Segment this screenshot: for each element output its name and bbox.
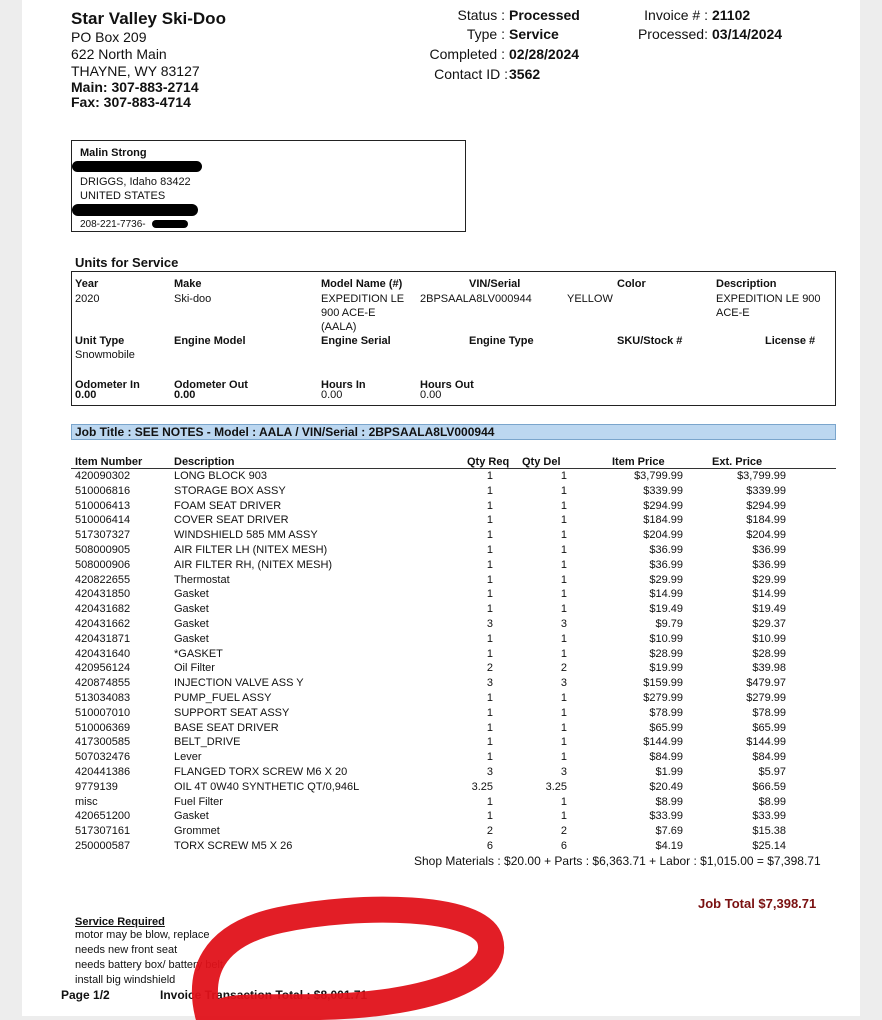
table-row (0, 824, 882, 839)
service-line: needs battery box/ battery belt (75, 959, 223, 971)
odometer-in-header: Odometer In (75, 379, 140, 391)
item-description-cell: AIR FILTER RH, (NITEX MESH) (174, 558, 333, 571)
item-number-cell: 420651200 (75, 810, 131, 823)
table-row (0, 676, 882, 691)
completed-value: 02/28/2024 (509, 46, 580, 62)
item-description-cell: PUMP_FUEL ASSY (174, 691, 272, 704)
color-value: YELLOW (567, 293, 613, 305)
item-number-cell: 420431640 (75, 647, 131, 660)
ext-price-cell: $33.99 (752, 810, 786, 823)
type-label: Type : (466, 26, 505, 42)
customer-country: UNITED STATES (80, 190, 166, 202)
item-description-cell: Gasket (174, 603, 209, 616)
item-description-cell: INJECTION VALVE ASS Y (174, 677, 304, 690)
ext-price-cell: $29.37 (752, 617, 786, 630)
qty-del-cell: 1 (560, 647, 567, 660)
table-row (0, 558, 882, 573)
qty-req-cell: 2 (486, 825, 493, 838)
item-description-cell: *GASKET (174, 647, 223, 660)
table-row (0, 765, 882, 780)
qty-req-cell: 1 (486, 573, 493, 586)
item-description-cell: Thermostat (174, 573, 230, 586)
unit-type-value: Snowmobile (75, 349, 135, 361)
odometer-out-header: Odometer Out (174, 379, 248, 391)
qty-req-cell: 1 (486, 632, 493, 645)
sku-header: SKU/Stock # (617, 335, 683, 347)
invoice-label: Invoice # : (644, 7, 708, 23)
item-description-cell: Gasket (174, 632, 209, 645)
customer-box (71, 140, 466, 232)
item-number-cell: 420090302 (75, 470, 131, 482)
dealer-address-2: 622 North Main (71, 46, 167, 62)
ext-price-cell: $78.99 (752, 706, 786, 719)
qty-del-cell: 1 (560, 810, 567, 823)
qty-req-cell: 1 (486, 795, 493, 808)
item-price-cell: $294.99 (643, 499, 683, 512)
table-row (0, 632, 882, 647)
item-price-cell: $9.79 (655, 617, 683, 630)
qty-del-cell: 1 (560, 603, 567, 616)
customer-city: DRIGGS, Idaho 83422 (80, 176, 191, 188)
item-number-cell: 420431682 (75, 603, 131, 616)
item-number-cell: 420822655 (75, 573, 131, 586)
item-price-cell: $1.99 (655, 765, 683, 778)
item-price-cell: $3,799.99 (634, 470, 683, 482)
qty-del-cell: 1 (560, 588, 567, 601)
table-row (0, 735, 882, 750)
item-description-cell: Oil Filter (174, 662, 215, 675)
hours-out-value: 0.00 (420, 389, 442, 401)
item-price-cell: $36.99 (649, 543, 683, 556)
qty-del-header: Qty Del (522, 456, 561, 468)
item-price-cell: $10.99 (649, 632, 683, 645)
customer-phone: 208-221-7736- (80, 219, 146, 230)
qty-req-header: Qty Req (467, 456, 510, 468)
ext-price-cell: $184.99 (746, 514, 786, 527)
qty-req-cell: 1 (486, 588, 493, 601)
item-description-cell: FOAM SEAT DRIVER (174, 499, 282, 512)
item-description-cell: SUPPORT SEAT ASSY (174, 706, 290, 719)
model-value-line3: (AALA) (321, 321, 357, 333)
hours-in-value: 0.00 (321, 389, 343, 401)
item-number-cell: 508000906 (75, 558, 131, 571)
table-row (0, 513, 882, 528)
item-number-cell: 510006413 (75, 499, 131, 512)
service-line: needs new front seat (75, 944, 178, 956)
item-description-cell: LONG BLOCK 903 (174, 470, 267, 482)
item-description-cell: AIR FILTER LH (NITEX MESH) (174, 543, 328, 556)
ext-price-cell: $479.97 (746, 677, 786, 690)
engine-serial-header: Engine Serial (321, 335, 391, 347)
dealer-name: Star Valley Ski-Doo (71, 9, 226, 28)
item-price-cell: $159.99 (643, 677, 683, 690)
vin-header: VIN/Serial (469, 278, 521, 290)
qty-req-cell: 1 (486, 484, 493, 497)
redaction-mark (152, 220, 188, 228)
qty-del-cell: 3 (560, 617, 567, 630)
ext-price-cell: $10.99 (752, 632, 786, 645)
status-label: Status : (457, 7, 505, 23)
description-value-line1: EXPEDITION LE 900 (716, 293, 821, 305)
item-description-cell: COVER SEAT DRIVER (174, 514, 289, 527)
item-description-cell: Gasket (174, 588, 209, 601)
table-row (0, 602, 882, 617)
dealer-address-3: THAYNE, WY 83127 (71, 63, 200, 79)
ext-price-cell: $84.99 (752, 751, 786, 764)
ext-price-cell: $36.99 (752, 558, 786, 571)
qty-req-cell: 1 (486, 706, 493, 719)
year-value: 2020 (75, 293, 100, 305)
job-title-bar: Job Title : SEE NOTES - Model : AALA / VIN/Serial : 2BPSAALA8LV000944 (71, 424, 836, 440)
dealer-fax: Fax: 307-883-4714 (71, 94, 191, 110)
qty-del-cell: 1 (560, 543, 567, 556)
unit-type-header: Unit Type (75, 335, 125, 347)
qty-req-cell: 1 (486, 470, 493, 482)
item-price-cell: $204.99 (643, 529, 683, 542)
item-price-cell: $144.99 (643, 736, 683, 749)
customer-name: Malin Strong (80, 147, 147, 159)
qty-del-cell: 1 (560, 470, 567, 482)
item-number-cell: 420431662 (75, 617, 131, 630)
redaction-mark (72, 204, 198, 216)
qty-req-cell: 3 (486, 765, 493, 778)
item-number-cell: 510007010 (75, 706, 131, 719)
qty-req-cell: 1 (486, 721, 493, 734)
qty-req-cell: 3 (486, 677, 493, 690)
ext-price-cell: $39.98 (752, 662, 786, 675)
item-description-cell: Fuel Filter (174, 795, 223, 808)
qty-req-cell: 2 (486, 662, 493, 675)
item-price-cell: $184.99 (643, 514, 683, 527)
item-description-cell: Gasket (174, 810, 209, 823)
table-row (0, 795, 882, 810)
item-price-cell: $19.49 (649, 603, 683, 616)
type-value: Service (509, 26, 559, 42)
ext-price-cell: $294.99 (746, 499, 786, 512)
table-row (0, 587, 882, 602)
make-value: Ski-doo (174, 293, 212, 305)
item-number-cell: 513034083 (75, 691, 131, 704)
item-number-cell: 420431850 (75, 588, 131, 601)
item-description-cell: WINDSHIELD 585 MM ASSY (174, 529, 318, 542)
qty-req-cell: 1 (486, 529, 493, 542)
table-row (0, 750, 882, 765)
qty-req-cell: 3.25 (471, 780, 493, 793)
item-price-cell: $78.99 (649, 706, 683, 719)
description-header: Description (716, 278, 777, 290)
make-header: Make (174, 278, 202, 290)
qty-req-cell: 1 (486, 691, 493, 704)
item-number-cell: 517307327 (75, 529, 131, 542)
qty-del-cell: 1 (560, 795, 567, 808)
qty-req-cell: 1 (486, 736, 493, 749)
qty-del-cell: 1 (560, 632, 567, 645)
item-description-cell: FLANGED TORX SCREW M6 X 20 (174, 765, 348, 778)
qty-del-cell: 1 (560, 529, 567, 542)
ext-price-cell: $29.99 (752, 573, 786, 586)
table-row (0, 469, 882, 484)
qty-del-cell: 1 (560, 736, 567, 749)
units-section-title: Units for Service (75, 255, 179, 270)
qty-del-cell: 3 (560, 677, 567, 690)
qty-req-cell: 1 (486, 558, 493, 571)
item-number-cell: 420956124 (75, 662, 131, 675)
item-description-cell: OIL 4T 0W40 SYNTHETIC QT/0,946L (174, 780, 360, 793)
units-box (71, 271, 836, 406)
item-price-cell: $4.19 (655, 839, 683, 852)
item-number-cell: 510006816 (75, 484, 131, 497)
qty-req-cell: 6 (486, 839, 493, 852)
item-price-cell: $19.99 (649, 662, 683, 675)
item-price-cell: $29.99 (649, 573, 683, 586)
item-description-cell: Gasket (174, 617, 209, 630)
item-price-cell: $65.99 (649, 721, 683, 734)
vin-value: 2BPSAALA8LV000944 (420, 293, 532, 305)
ext-price-cell: $14.99 (752, 588, 786, 601)
ext-price-cell: $15.38 (752, 825, 786, 838)
odometer-out-value: 0.00 (174, 389, 196, 401)
item-number-cell: 417300585 (75, 736, 131, 749)
hours-in-header: Hours In (321, 379, 366, 391)
table-row (0, 721, 882, 736)
ext-price-cell: $339.99 (746, 484, 786, 497)
qty-req-cell: 1 (486, 543, 493, 556)
ext-price-cell: $25.14 (752, 839, 786, 852)
red-marker-scribble (190, 895, 520, 1020)
item-price-cell: $7.69 (655, 825, 683, 838)
item-price-cell: $339.99 (643, 484, 683, 497)
qty-del-cell: 1 (560, 706, 567, 719)
qty-del-cell: 2 (560, 662, 567, 675)
table-row (0, 543, 882, 558)
qty-del-cell: 1 (560, 573, 567, 586)
qty-req-cell: 1 (486, 810, 493, 823)
qty-del-cell: 1 (560, 499, 567, 512)
table-row (0, 706, 882, 721)
qty-del-cell: 6 (560, 839, 567, 852)
ext-price-cell: $204.99 (746, 529, 786, 542)
item-price-cell: $14.99 (649, 588, 683, 601)
item-description-cell: Grommet (174, 825, 220, 838)
table-row (0, 839, 882, 854)
ext-price-cell: $8.99 (758, 795, 786, 808)
item-number-cell: 510006369 (75, 721, 131, 734)
item-price-cell: $84.99 (649, 751, 683, 764)
invoice-value: 21102 (712, 7, 751, 23)
qty-req-cell: 1 (486, 647, 493, 660)
model-value-line1: EXPEDITION LE (321, 293, 405, 305)
invoice-transaction-total: Invoice Transaction Total : $8,001.71 (160, 988, 368, 1002)
odometer-in-value: 0.00 (75, 389, 97, 401)
dealer-main-phone: Main: 307-883-2714 (71, 79, 199, 95)
item-description-cell: TORX SCREW M5 X 26 (174, 839, 293, 852)
item-price-cell: $20.49 (649, 780, 683, 793)
table-row (0, 780, 882, 795)
item-price-header: Item Price (612, 456, 665, 468)
qty-del-cell: 2 (560, 825, 567, 838)
item-price-cell: $33.99 (649, 810, 683, 823)
item-number-cell: misc (75, 795, 98, 808)
table-row (0, 573, 882, 588)
table-row (0, 809, 882, 824)
page-number: Page 1/2 (61, 988, 110, 1002)
item-description-cell: BASE SEAT DRIVER (174, 721, 279, 734)
qty-del-cell: 3 (560, 765, 567, 778)
table-row (0, 528, 882, 543)
service-required-title: Service Required (75, 916, 165, 928)
model-header: Model Name (#) (321, 278, 403, 290)
ext-price-header: Ext. Price (712, 456, 763, 468)
ext-price-cell: $5.97 (758, 765, 786, 778)
table-row (0, 617, 882, 632)
model-value-line2: 900 ACE-E (321, 307, 376, 319)
item-number-cell: 420874855 (75, 677, 131, 690)
qty-req-cell: 1 (486, 603, 493, 616)
table-row (0, 484, 882, 499)
item-price-cell: $8.99 (655, 795, 683, 808)
ext-price-cell: $279.99 (746, 691, 786, 704)
ext-price-cell: $65.99 (752, 721, 786, 734)
qty-del-cell: 1 (560, 558, 567, 571)
ext-price-cell: $66.59 (752, 780, 786, 793)
completed-label: Completed : (429, 46, 505, 62)
qty-req-cell: 1 (486, 751, 493, 764)
hours-out-header: Hours Out (420, 379, 474, 391)
table-row (0, 691, 882, 706)
service-line: install big windshield (75, 974, 176, 986)
status-value: Processed (509, 7, 580, 23)
item-price-cell: $28.99 (649, 647, 683, 660)
processed-value: 03/14/2024 (712, 26, 783, 42)
processed-label: Processed: (637, 26, 708, 42)
service-line: motor may be blow, replace (75, 929, 210, 941)
item-number-cell: 420431871 (75, 632, 131, 645)
item-description-cell: STORAGE BOX ASSY (174, 484, 286, 497)
description-value-line2: ACE-E (716, 307, 750, 319)
table-row (0, 661, 882, 676)
item-number-cell: 420441386 (75, 765, 131, 778)
contact-label: Contact ID : (434, 66, 508, 82)
ext-price-cell: $28.99 (752, 647, 786, 660)
ext-price-cell: $36.99 (752, 543, 786, 556)
redaction-mark (72, 161, 202, 172)
job-total: Job Total $7,398.71 (698, 896, 817, 911)
totals-summary: Shop Materials : $20.00 + Parts : $6,363.71 + Labor : $1,015.00 = $7,398.71 (414, 854, 821, 868)
item-number-cell: 250000587 (75, 839, 131, 852)
qty-del-cell: 1 (560, 721, 567, 734)
ext-price-cell: $19.49 (752, 603, 786, 616)
item-number-cell: 9779139 (75, 780, 118, 793)
qty-del-cell: 1 (560, 691, 567, 704)
item-number-header: Item Number (75, 456, 143, 468)
item-price-cell: $279.99 (643, 691, 683, 704)
item-price-cell: $36.99 (649, 558, 683, 571)
qty-del-cell: 1 (560, 751, 567, 764)
qty-req-cell: 1 (486, 514, 493, 527)
contact-value: 3562 (509, 66, 541, 82)
year-header: Year (75, 278, 99, 290)
item-number-cell: 510006414 (75, 514, 131, 527)
qty-req-cell: 3 (486, 617, 493, 630)
table-row (0, 647, 882, 662)
item-number-cell: 507032476 (75, 751, 131, 764)
color-header: Color (617, 278, 646, 290)
ext-price-cell: $144.99 (746, 736, 786, 749)
ext-price-cell: $3,799.99 (737, 470, 786, 482)
dealer-address-1: PO Box 209 (71, 29, 147, 45)
item-number-cell: 508000905 (75, 543, 131, 556)
engine-type-header: Engine Type (469, 335, 534, 347)
item-number-cell: 517307161 (75, 825, 131, 838)
table-row (0, 499, 882, 514)
item-description-cell: Lever (174, 751, 202, 764)
license-header: License # (765, 335, 816, 347)
description-col-header: Description (174, 456, 235, 468)
qty-del-cell: 1 (560, 514, 567, 527)
qty-del-cell: 1 (560, 484, 567, 497)
items-table (0, 469, 882, 854)
qty-del-cell: 3.25 (545, 780, 567, 793)
engine-model-header: Engine Model (174, 335, 246, 347)
item-description-cell: BELT_DRIVE (174, 736, 241, 749)
qty-req-cell: 1 (486, 499, 493, 512)
